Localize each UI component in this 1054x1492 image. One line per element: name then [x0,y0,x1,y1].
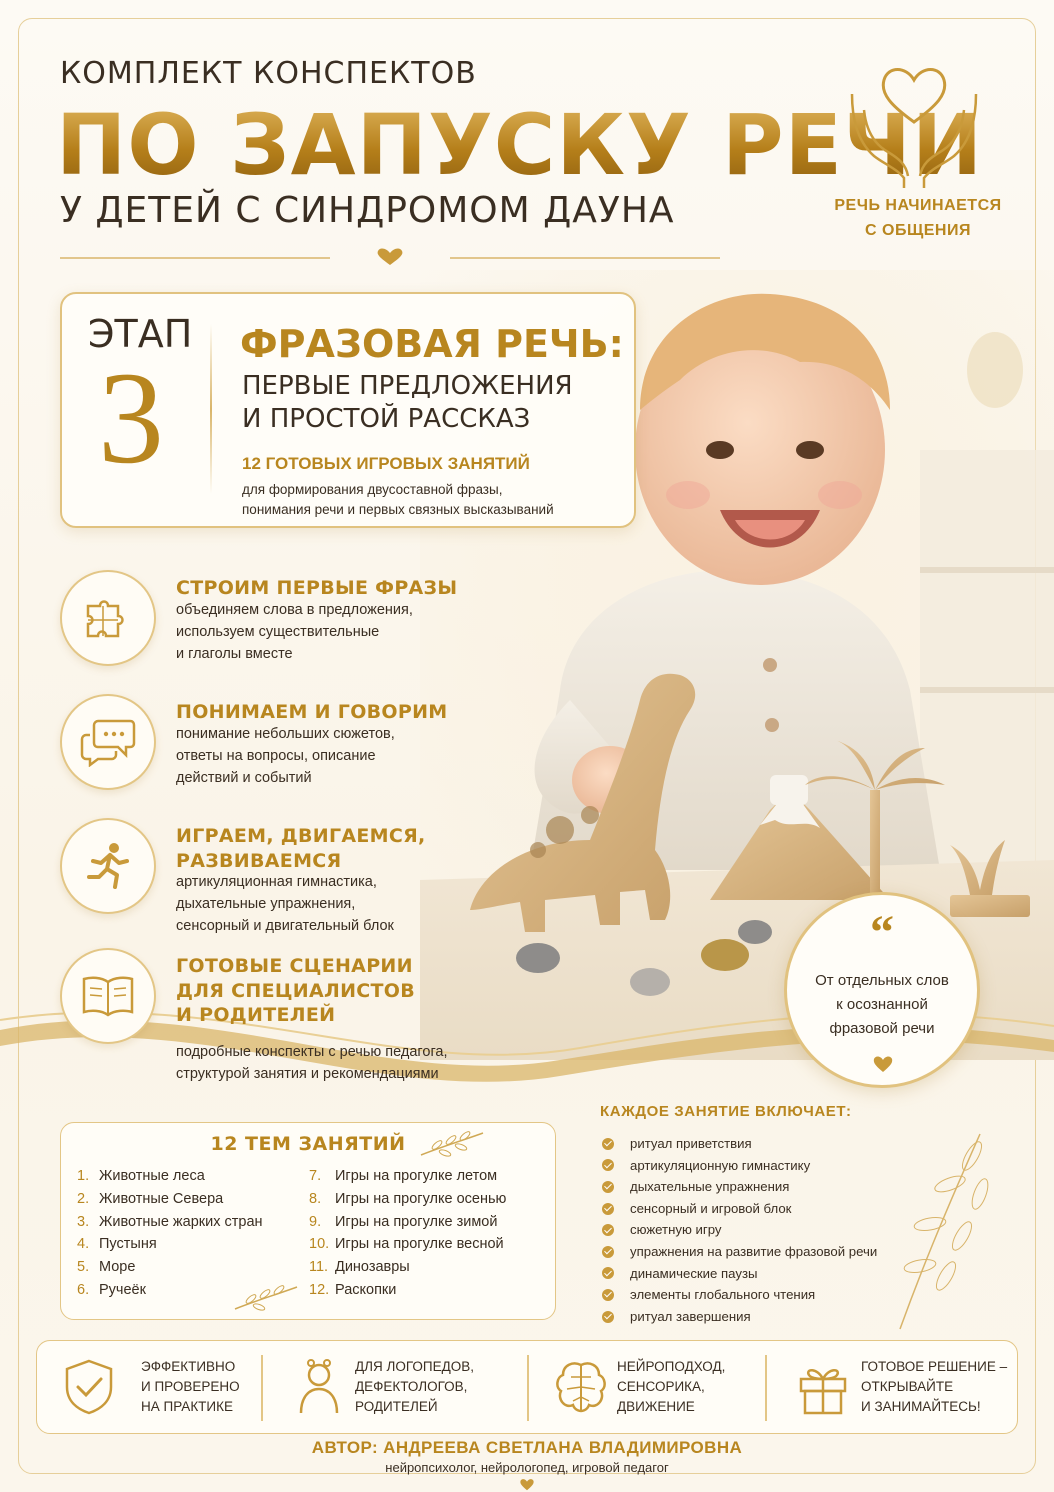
gift-icon [793,1357,853,1417]
check-icon [602,1138,614,1150]
feature-title-line: СТРОИМ ПЕРВЫЕ ФРАЗЫ [176,577,458,599]
quote-line: фразовой речи [829,1020,935,1037]
stage-description-line: для формирования двусоставной фразы, [242,482,503,497]
includes-title: КАЖДОЕ ЗАНЯТИЕ ВКЛЮЧАЕТ: [600,1103,852,1120]
topic-number: 12. [309,1281,330,1298]
check-icon [602,1159,614,1171]
stage-description-line: понимания речи и первых связных высказываний [242,502,554,518]
header-top: КОМПЛЕКТ КОНСПЕКТОВ [60,56,477,91]
topic-label: Игры на прогулке летом [335,1168,498,1184]
list-item [309,1279,506,1302]
benefit-line: ДЕФЕКТОЛОГОВ, [355,1379,468,1394]
benefit-line: И ЗАНИМАЙТЕСЬ! [861,1399,981,1414]
feature-title-line: ГОТОВЫЕ СЦЕНАРИИ [176,955,413,977]
check-icon [602,1224,614,1236]
list-item [309,1165,506,1188]
benefit-item [793,1351,1013,1425]
brain-icon [551,1357,611,1417]
topics-list-left [77,1165,263,1302]
include-label: дыхательные упражнения [630,1179,790,1195]
topic-label: Животные жарких стран [99,1213,263,1230]
benefit-line: И ПРОВЕРЕНО [141,1379,240,1394]
heart-icon [378,249,403,265]
header-subtitle: У ДЕТЕЙ С СИНДРОМОМ ДАУНА [60,190,675,231]
stage-description [242,480,554,521]
feature-text-line: понимание небольших сюжетов, [176,726,395,742]
feature-text-line: подробные конспекты с речью педагога, [176,1044,448,1060]
benefit-text [355,1357,474,1417]
feature-play-move [60,818,500,948]
benefit-item [59,1351,259,1425]
check-icon [602,1311,614,1323]
feature-text-line: дыхательные упражнения, [176,895,356,912]
open-book-icon [60,948,156,1044]
check-icon [602,1181,614,1193]
list-item [77,1256,263,1279]
benefit-item [289,1351,499,1425]
topic-number: 9. [309,1213,322,1230]
topic-label: Игры на прогулке зимой [335,1213,498,1230]
list-item [602,1198,877,1220]
strip-divider [765,1355,767,1421]
quote-mark: “ [870,906,894,959]
check-icon [602,1203,614,1215]
chat-bubbles-icon [60,694,156,790]
topic-number: 8. [309,1190,322,1207]
list-item [309,1233,506,1256]
include-label: элементы глобального чтения [630,1287,816,1303]
stage-number: 3 [98,344,164,491]
feature-text-line: ответы на вопросы, описание [176,747,376,764]
feature-title [176,700,448,725]
topic-number: 2. [77,1190,90,1207]
benefit-line: ДЛЯ ЛОГОПЕДОВ, [355,1359,475,1374]
topic-label: Игры на прогулке весной [335,1236,504,1253]
feature-text-line: используем существительные [176,623,380,640]
feature-title [176,824,426,873]
feature-title [176,954,415,1028]
author-role: нейропсихолог, нейрологопед, игровой педагог [385,1460,669,1475]
topics-card [60,1122,556,1320]
shield-check-icon [59,1357,119,1417]
feature-text-line: структурой занятия и рекомендациями [176,1065,439,1082]
benefit-line: НА ПРАКТИКЕ [141,1399,233,1414]
feature-text-line: артикуляционная гимнастика, [176,874,377,890]
include-label: ритуал приветствия [630,1136,752,1151]
topic-number: 4. [77,1236,90,1253]
topic-label: Животные Севера [99,1190,224,1207]
motto-line-1: РЕЧЬ НАЧИНАЕТСЯ [834,197,1002,214]
feature-text [176,724,395,789]
list-item [77,1165,263,1188]
feature-text-line: действий и событий [176,769,312,786]
include-label: сюжетную игру [630,1222,722,1238]
include-label: динамические паузы [630,1265,758,1281]
list-item [602,1306,877,1328]
list-item [309,1188,506,1211]
topic-number: 1. [77,1168,90,1184]
strip-divider [527,1355,529,1421]
stage-divider [210,324,212,494]
topic-number: 5. [77,1259,90,1276]
stage-title: ФРАЗОВАЯ РЕЧЬ: [240,322,624,366]
benefit-line: ОТКРЫВАЙТЕ [861,1379,954,1394]
list-item [602,1155,877,1177]
hands-heart-icon [844,60,984,190]
topic-number: 3. [77,1213,90,1230]
motto [808,194,1028,244]
stage-subtitle-line: И ПРОСТОЙ РАССКАЗ [242,403,531,434]
topics-title: 12 ТЕМ ЗАНЯТИЙ [210,1133,406,1155]
check-icon [602,1289,614,1301]
topic-label: Пустыня [99,1236,157,1253]
feature-text [176,600,413,665]
feature-text-line: сенсорный и двигательный блок [176,917,394,934]
feature-text [176,1042,448,1086]
heart-icon [519,1478,535,1491]
author-name: АВТОР: АНДРЕЕВА СВЕТЛАНА ВЛАДИМИРОВНА [311,1438,743,1457]
list-item [602,1263,877,1285]
leaf-branch-icon [231,1283,301,1313]
header-divider [60,246,720,270]
benefits-strip [36,1340,1018,1434]
stage-label: ЭТАП [88,312,193,356]
benefit-text [861,1357,1007,1417]
topics-list-right [309,1165,506,1302]
include-label: артикуляционную гимнастику [630,1157,811,1173]
benefit-line: ЭФФЕКТИВНО [141,1359,236,1374]
list-item [309,1211,506,1234]
feature-text [176,872,394,937]
feature-text-line: и глаголы вместе [176,645,293,662]
include-label: сенсорный и игровой блок [630,1200,792,1216]
feature-build-phrases [60,570,500,680]
benefit-line: СЕНСОРИКА, [617,1379,705,1394]
topic-label: Игры на прогулке осенью [335,1190,507,1207]
page-title: ПО ЗАПУСКУ РЕЧИ [56,96,984,194]
feature-text-line: объединяем слова в предложения, [176,602,413,618]
topic-number: 10. [309,1236,330,1253]
list-item [602,1219,877,1241]
list-item [77,1188,263,1211]
feature-title [176,576,457,601]
stage-card [60,292,636,528]
include-label: ритуал завершения [630,1308,751,1324]
quote-line: к осознанной [836,996,928,1013]
benefit-line: НЕЙРОПОДХОД, [617,1359,726,1374]
stage-subtitle [242,370,573,435]
feature-title-line: РАЗВИВАЕМСЯ [176,849,342,872]
benefit-line: РОДИТЕЛЕЙ [355,1399,438,1414]
quote-circle [784,892,980,1088]
topic-number: 6. [77,1281,90,1298]
leaf-branch-icon [417,1129,487,1159]
strip-divider [261,1355,263,1421]
topic-label: Ручеёк [99,1281,146,1298]
benefit-item [551,1351,761,1425]
puzzle-icon [60,570,156,666]
benefit-line: ДВИЖЕНИЕ [617,1399,695,1414]
feature-title-line: ДЛЯ СПЕЦИАЛИСТОВ [176,979,416,1002]
feature-title-line: ПОНИМАЕМ И ГОВОРИМ [176,701,448,723]
include-label: упражнения на развитие фразовой речи [630,1243,878,1259]
feature-ready-scripts [60,948,500,1088]
topic-number: 11. [309,1259,329,1276]
check-icon [602,1267,614,1279]
list-item [77,1211,263,1234]
running-person-icon [60,818,156,914]
feature-understand-speak [60,694,500,804]
topic-label: Животные леса [99,1168,205,1184]
feature-title-line: И РОДИТЕЛЕЙ [176,1004,336,1027]
benefit-text [617,1357,725,1417]
lessons-count: 12 ГОТОВЫХ ИГРОВЫХ ЗАНЯТИЙ [242,454,530,473]
benefit-line: ГОТОВОЕ РЕШЕНИЕ – [861,1359,1008,1374]
list-item [602,1176,877,1198]
topic-label: Море [99,1259,136,1276]
quote-text [787,969,977,1041]
list-item [77,1233,263,1256]
list-item [602,1284,877,1306]
list-item [602,1241,877,1263]
topic-number: 7. [309,1168,322,1184]
quote-line: От отдельных слов [815,972,949,989]
list-item [309,1256,506,1279]
leaf-branch-icon [880,1124,1010,1334]
stage-subtitle-line: ПЕРВЫЕ ПРЕДЛОЖЕНИЯ [242,371,573,401]
includes-list [602,1133,877,1327]
list-item [602,1133,877,1155]
heart-icon [873,1055,893,1073]
benefit-text [141,1357,240,1417]
check-icon [602,1246,614,1258]
person-icon [289,1357,349,1417]
feature-title-line: ИГРАЕМ, ДВИГАЕМСЯ, [176,825,426,847]
topic-label: Динозавры [335,1259,410,1276]
topic-label: Раскопки [335,1281,397,1298]
motto-line-2: С ОБЩЕНИЯ [865,221,971,239]
